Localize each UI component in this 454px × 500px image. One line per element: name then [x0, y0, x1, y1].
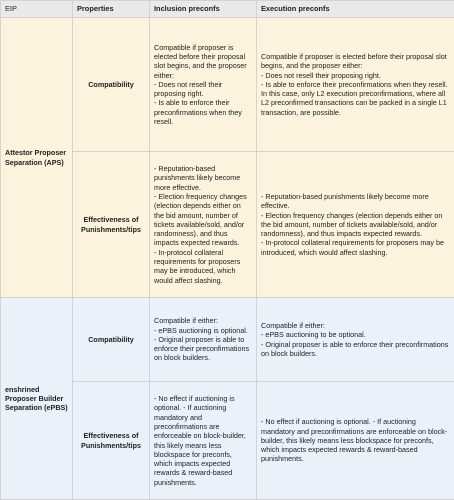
aps-punishments-execution: - Reputation-based punishments likely become more effective. - Election frequency changes (election depends either on the bid amount, number of tickets available/sold, and/or randomness), and thus impacts expected rewards. - In-protocol collateral requirements for proposers may be introduced, which would affect slashing.	[257, 152, 454, 298]
eip-epbs: enshrined Proposer Builder Separation (ePBS)	[1, 298, 73, 500]
header-inclusion-preconfs: Inclusion preconfs	[150, 1, 257, 18]
aps-compatibility-label: Compatibility	[73, 18, 150, 152]
aps-compatibility-inclusion: Compatible if proposer is elected before their proposal slot begins, and the proposer either: - Does not resell their proposing right. - Is able to enforce their preconfirmations when they resell.	[150, 18, 257, 152]
aps-punishments-inclusion: - Reputation-based punishments likely become more effective. - Election frequency changes (election depends either on the bid amount, number of tickets available/sold, and/or randomness), and thus impacts expected rewards. - In-protocol collateral requirements for proposers may be introduced, which would affect slashing.	[150, 152, 257, 298]
eip-aps: Attestor Proposer Separation (APS)	[1, 18, 73, 298]
epbs-punishments-inclusion: - No effect if auctioning is optional. - If auctioning mandatory and preconfirmations are enforceable on block-builder, this likely means less blockspace for preconfs, which impacts expected rewards & reward-based punishments.	[150, 382, 257, 500]
header-execution-preconfs: Execution preconfs	[257, 1, 454, 18]
table-row	[1, 298, 454, 382]
header-eip: EIP	[1, 1, 73, 18]
epbs-compatibility-label: Compatibility	[73, 298, 150, 382]
aps-compatibility-execution: Compatible if proposer is elected before their proposal slot begins, and the proposer either: - Does not resell their proposing right. - Is able to enforce their preconfirmations when they resell. In this case, only L2 execution preconfirmations, where all L2 preconfirmed transactions can be packed in a single L1 transaction, are possible.	[257, 18, 454, 152]
aps-punishments-label: Effectiveness of Punishments/tips	[73, 152, 150, 298]
header-row	[1, 1, 454, 18]
header-properties: Properties	[73, 1, 150, 18]
epbs-punishments-execution: - No effect if auctioning is optional. - If auctioning mandatory and preconfirmations are enforceable on block-builder, this likely means less blockspace for preconfs, which impacts expected rewards & reward-based punishments.	[257, 382, 454, 500]
epbs-compatibility-execution: Compatible if either: - ePBS auctioning to be optional. - Original proposer is able to enforce their preconfirmations on block builders.	[257, 298, 454, 382]
table-row	[1, 18, 454, 152]
epbs-compatibility-inclusion: Compatible if either: - ePBS auctioning is optional. - Original proposer is able to enforce their preconfirmations on block builders.	[150, 298, 257, 382]
epbs-punishments-label: Effectiveness of Punishments/tips	[73, 382, 150, 500]
